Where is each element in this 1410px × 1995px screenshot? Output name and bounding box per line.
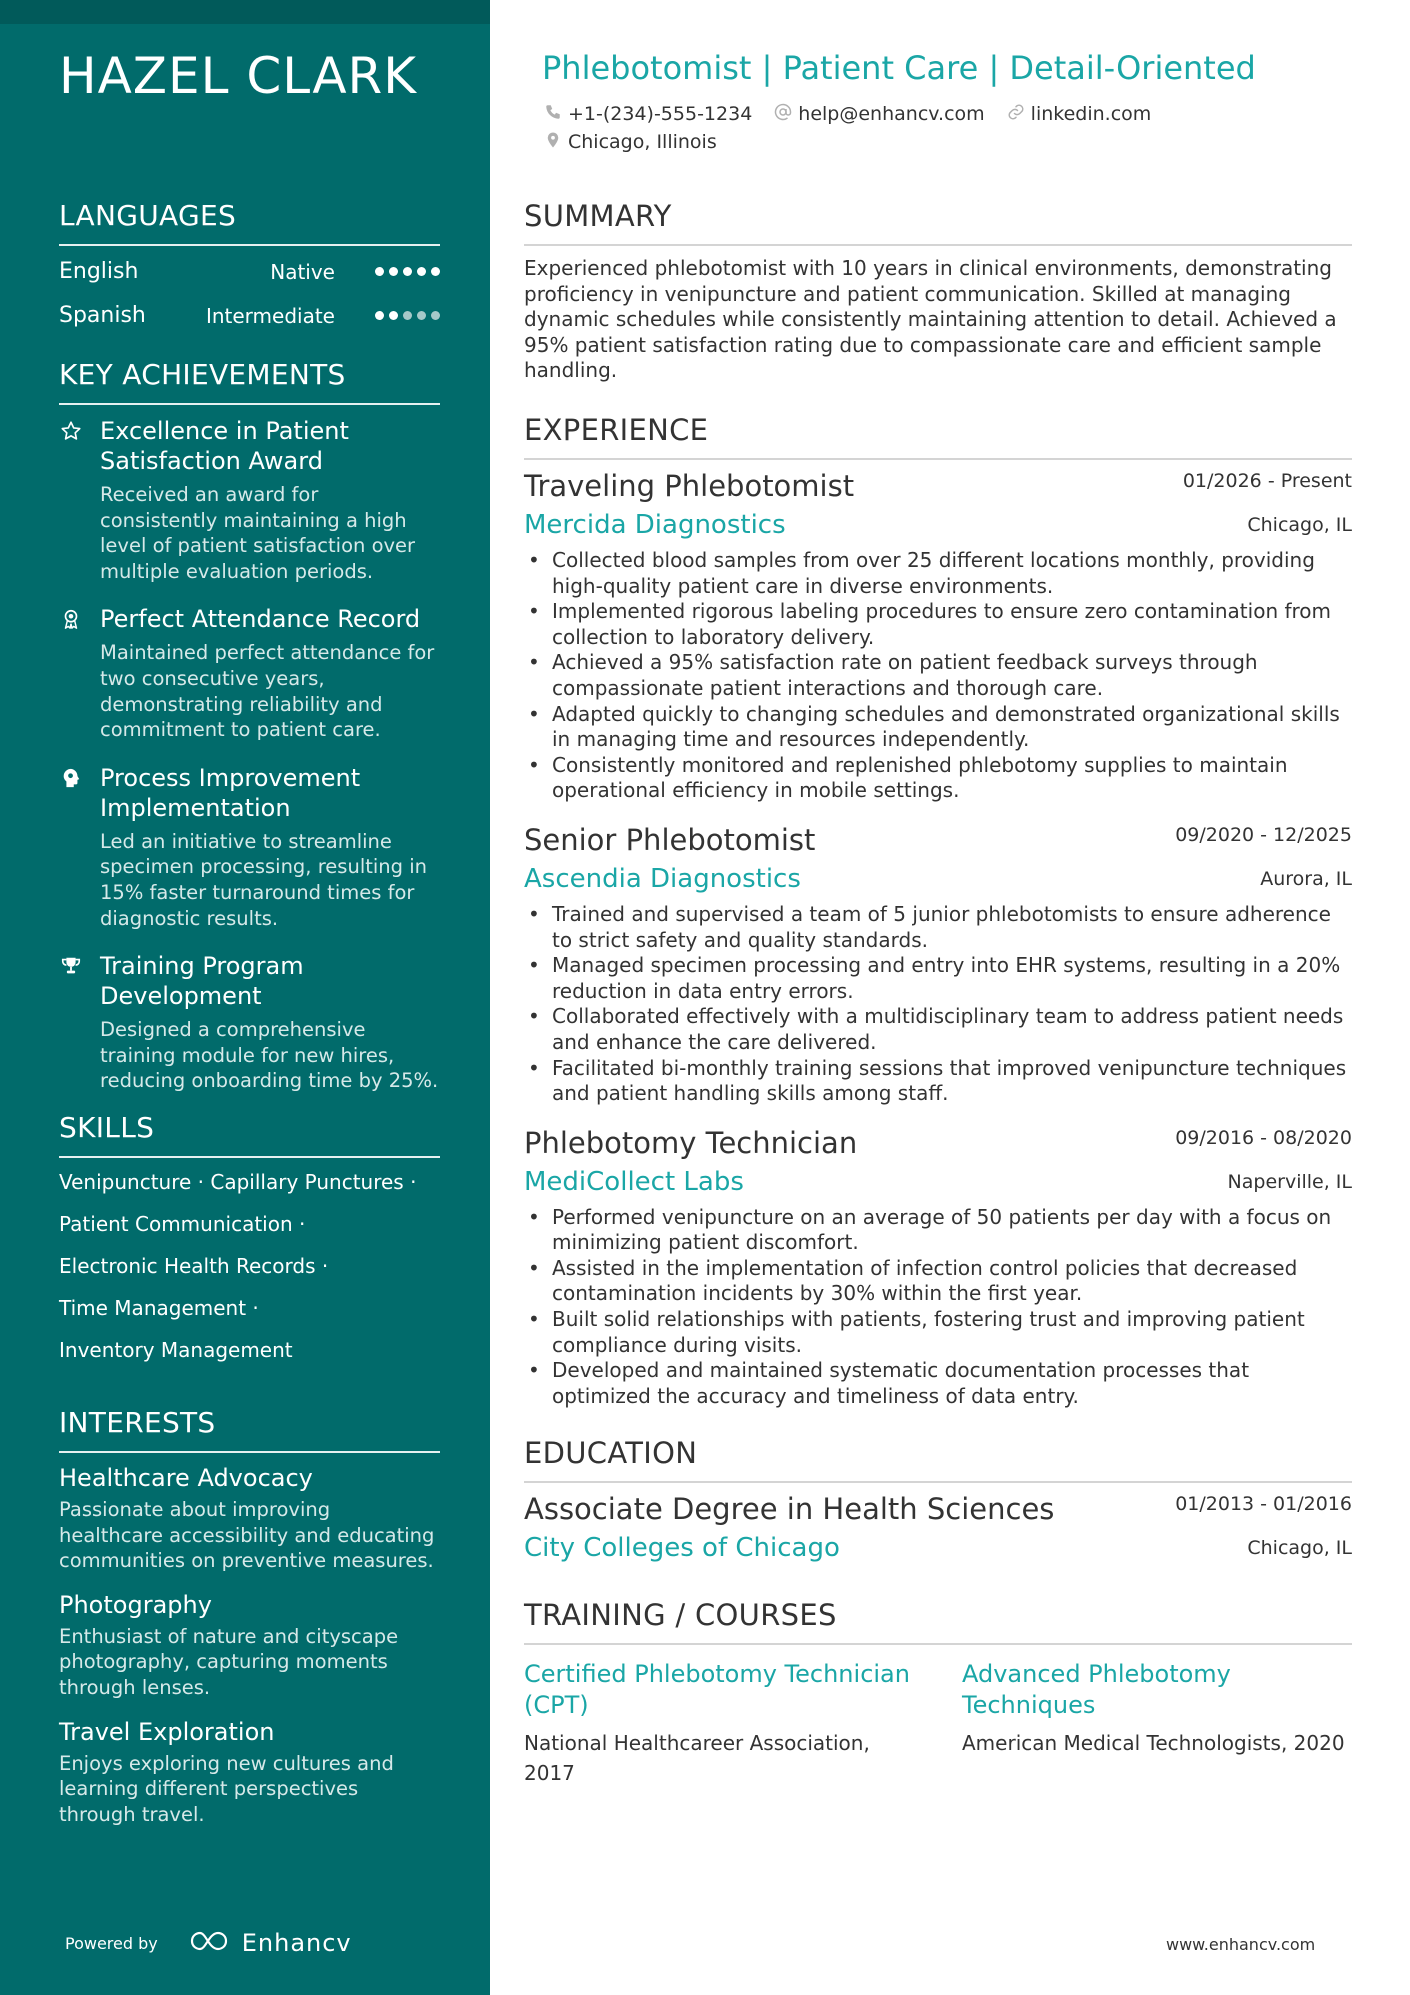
job-bullet: • Collaborated effectively with a multidisciplinary team to address patient needs and enhance the care delivered. bbox=[524, 1004, 1352, 1055]
phone-text: +1-(234)-555-1234 bbox=[568, 103, 753, 125]
phone-icon bbox=[544, 103, 562, 126]
course-provider: American Medical Technologists, 2020 bbox=[962, 1731, 1345, 1755]
languages-section bbox=[59, 198, 440, 338]
job-entry bbox=[524, 818, 1352, 1107]
achievement-title: Excellence in Patient Satisfaction Award bbox=[100, 417, 349, 475]
summary-text: Experienced phlebotomist with 10 years in clinical environments, demonstrating proficiency in venipuncture and patient communication. Skilled at managing dynamic schedules while consistently maintaining attention to detail. Achieved a 95% patient satisfaction rating due to compassionate care and efficient sample handling. bbox=[524, 256, 1337, 383]
course-provider: National Healthcareer Association, 2017 bbox=[524, 1731, 870, 1785]
achievement-item bbox=[59, 604, 440, 742]
education-dates: 01/2013 - 01/2016 bbox=[1175, 1493, 1352, 1515]
star-icon bbox=[59, 419, 83, 443]
contact-email[interactable] bbox=[774, 103, 984, 126]
location-text: Chicago, Illinois bbox=[568, 131, 717, 153]
experience-title: EXPERIENCE bbox=[524, 412, 1352, 460]
job-company: MediCollect Labs bbox=[524, 1166, 744, 1197]
job-entry bbox=[524, 464, 1352, 804]
link-icon bbox=[1007, 103, 1025, 126]
job-bullets bbox=[524, 902, 1352, 1107]
job-bullet: • Trained and supervised a team of 5 junior phlebotomists to ensure adherence to strict safety and quality standards. bbox=[524, 902, 1352, 953]
interest-item bbox=[59, 1461, 440, 1574]
job-bullet: • Collected blood samples from over 25 different locations monthly, providing high-quality patient care in diverse environments. bbox=[524, 548, 1352, 599]
school-location: Chicago, IL bbox=[1247, 1537, 1352, 1559]
footer-website-link[interactable]: www.enhancv.com bbox=[1166, 1935, 1316, 1954]
achievements-title: KEY ACHIEVEMENTS bbox=[59, 357, 440, 405]
language-level: Intermediate bbox=[205, 304, 335, 328]
language-name: English bbox=[59, 259, 139, 284]
job-bullets bbox=[524, 1205, 1352, 1410]
language-proficiency-dots bbox=[375, 311, 440, 320]
proficiency-dot bbox=[375, 311, 384, 320]
skill-line: Time Management · bbox=[59, 1296, 259, 1320]
course-item bbox=[524, 1659, 914, 1788]
powered-by-label: Powered by bbox=[65, 1933, 158, 1953]
interest-description: Enthusiast of nature and cityscape photography, capturing moments through lenses. bbox=[59, 1624, 399, 1699]
candidate-name: HAZEL CLARK bbox=[59, 47, 418, 105]
achievement-item bbox=[59, 416, 440, 584]
contact-phone[interactable] bbox=[544, 103, 752, 126]
achievements-section bbox=[59, 357, 440, 1114]
languages-title: LANGUAGES bbox=[59, 198, 440, 246]
job-dates: 09/2016 - 08/2020 bbox=[1175, 1126, 1352, 1149]
achievement-description: Designed a comprehensive training module for new hires, reducing onboarding time by 25%. bbox=[100, 1018, 439, 1093]
education-title: EDUCATION bbox=[524, 1435, 1352, 1483]
email-text: help@enhancv.com bbox=[798, 103, 985, 125]
summary-section bbox=[524, 198, 1352, 384]
achievement-title: Training Program Development bbox=[100, 952, 304, 1011]
job-dates: 01/2026 - Present bbox=[1182, 470, 1352, 492]
proficiency-dot bbox=[403, 267, 412, 276]
skill-line: Venipuncture · Capillary Punctures · bbox=[59, 1170, 417, 1194]
interests-section bbox=[59, 1405, 440, 1841]
language-level: Native bbox=[270, 260, 335, 284]
job-bullet: • Assisted in the implementation of infection control policies that decreased contamination incidents by 30% within the first year. bbox=[524, 1256, 1352, 1307]
contact-linkedin[interactable] bbox=[1007, 103, 1152, 126]
job-location: Naperville, IL bbox=[1227, 1170, 1352, 1193]
job-bullet: • Facilitated bi-monthly training sessions that improved venipuncture techniques and patient handling skills among staff. bbox=[524, 1056, 1352, 1107]
education-entry bbox=[524, 1487, 1352, 1571]
achievement-description: Led an initiative to streamline specimen processing, resulting in 15% faster turnaround times for diagnostic results. bbox=[100, 829, 428, 930]
linkedin-text: linkedin.com bbox=[1030, 103, 1152, 125]
course-title: Advanced Phlebotomy Techniques bbox=[962, 1660, 1231, 1719]
job-entry bbox=[524, 1121, 1352, 1410]
enhancv-brand: Enhancv bbox=[241, 1929, 352, 1957]
job-location: Aurora, IL bbox=[1260, 867, 1352, 890]
job-location: Chicago, IL bbox=[1247, 514, 1352, 536]
course-title: Certified Phlebotomy Technician (CPT) bbox=[524, 1660, 910, 1719]
at-icon bbox=[774, 103, 792, 126]
interest-title: Healthcare Advocacy bbox=[59, 1464, 313, 1492]
interest-item bbox=[59, 1715, 440, 1828]
interest-item bbox=[59, 1588, 440, 1701]
skills-list bbox=[59, 1161, 440, 1371]
skill-line: Electronic Health Records · bbox=[59, 1254, 329, 1278]
achievement-item bbox=[59, 951, 440, 1094]
interest-description: Enjoys exploring new cultures and learning different perspectives through travel. bbox=[59, 1751, 394, 1826]
job-bullet: • Consistently monitored and replenished phlebotomy supplies to maintain operational efficiency in mobile settings. bbox=[524, 753, 1352, 804]
education-section bbox=[524, 1435, 1352, 1585]
job-bullet: • Built solid relationships with patients, fostering trust and improving patient compliance during visits. bbox=[524, 1307, 1352, 1358]
proficiency-dot bbox=[417, 267, 426, 276]
job-bullets bbox=[524, 548, 1352, 804]
achievement-title: Perfect Attendance Record bbox=[100, 605, 421, 634]
sidebar-top-strip bbox=[0, 0, 490, 24]
school-name: City Colleges of Chicago bbox=[524, 1533, 840, 1563]
location-pin-icon bbox=[544, 131, 562, 154]
proficiency-dot bbox=[403, 311, 412, 320]
interests-title: INTERESTS bbox=[59, 1405, 440, 1453]
headline: Phlebotomist | Patient Care | Detail-Oriented bbox=[542, 49, 1256, 87]
job-company: Ascendia Diagnostics bbox=[524, 863, 801, 894]
job-title: Traveling Phlebotomist bbox=[524, 469, 855, 503]
training-title: TRAINING / COURSES bbox=[524, 1597, 1352, 1645]
experience-section bbox=[524, 412, 1352, 1423]
enhancv-logo-link[interactable] bbox=[186, 1929, 352, 1957]
language-proficiency-dots bbox=[375, 267, 440, 276]
skill-line: Patient Communication · bbox=[59, 1212, 306, 1236]
lightbulb-head-icon bbox=[59, 766, 83, 790]
degree-title: Associate Degree in Health Sciences bbox=[524, 1492, 1055, 1526]
language-row bbox=[59, 294, 440, 338]
job-bullet: • Adapted quickly to changing schedules and demonstrated organizational skills in managing time and resources independently. bbox=[524, 702, 1352, 753]
sidebar bbox=[0, 0, 490, 1995]
job-title: Senior Phlebotomist bbox=[524, 822, 816, 857]
achievement-item bbox=[59, 763, 440, 931]
job-bullet: • Achieved a 95% satisfaction rate on patient feedback surveys through compassionate patient interactions and thorough care. bbox=[524, 650, 1352, 701]
proficiency-dot bbox=[431, 311, 440, 320]
achievement-description: Maintained perfect attendance for two consecutive years, demonstrating reliability and commitment to patient care. bbox=[100, 641, 435, 742]
contact-location bbox=[544, 131, 717, 154]
job-bullet: • Developed and maintained systematic documentation processes that optimized the accuracy and timeliness of data entry. bbox=[524, 1358, 1352, 1409]
award-ribbon-icon bbox=[59, 607, 83, 631]
contact-info bbox=[544, 100, 1151, 156]
job-bullet: • Performed venipuncture on an average of 50 patients per day with a focus on minimizing patient discomfort. bbox=[524, 1205, 1352, 1256]
skills-title: SKILLS bbox=[59, 1110, 440, 1158]
job-bullet: • Implemented rigorous labeling procedures to ensure zero contamination from collection to laboratory delivery. bbox=[524, 599, 1352, 650]
interest-description: Passionate about improving healthcare accessibility and educating communities on preventive measures. bbox=[59, 1498, 435, 1573]
proficiency-dot bbox=[417, 311, 426, 320]
proficiency-dot bbox=[389, 267, 398, 276]
skill-line: Inventory Management bbox=[59, 1338, 293, 1362]
proficiency-dot bbox=[431, 267, 440, 276]
interest-title: Photography bbox=[59, 1590, 212, 1619]
job-bullet: • Managed specimen processing and entry into EHR systems, resulting in a 20% reduction in data entry errors. bbox=[524, 953, 1352, 1004]
trophy-icon bbox=[59, 954, 83, 978]
enhancv-logo-icon bbox=[186, 1929, 232, 1957]
summary-title: SUMMARY bbox=[524, 198, 1352, 246]
training-section bbox=[524, 1597, 1352, 1788]
skills-section bbox=[59, 1110, 440, 1371]
achievement-title: Process Improvement Implementation bbox=[100, 763, 361, 822]
course-item bbox=[962, 1659, 1352, 1788]
job-company: Mercida Diagnostics bbox=[524, 510, 786, 540]
powered-by bbox=[65, 1929, 352, 1957]
interest-title: Travel Exploration bbox=[59, 1717, 275, 1746]
language-name: Spanish bbox=[59, 303, 146, 328]
language-row bbox=[59, 250, 440, 294]
job-dates: 09/2020 - 12/2025 bbox=[1175, 823, 1352, 846]
proficiency-dot bbox=[389, 311, 398, 320]
job-title: Phlebotomy Technician bbox=[524, 1125, 858, 1160]
achievement-description: Received an award for consistently maintaining a high level of patient satisfaction over multiple evaluation periods. bbox=[100, 483, 416, 583]
proficiency-dot bbox=[375, 267, 384, 276]
